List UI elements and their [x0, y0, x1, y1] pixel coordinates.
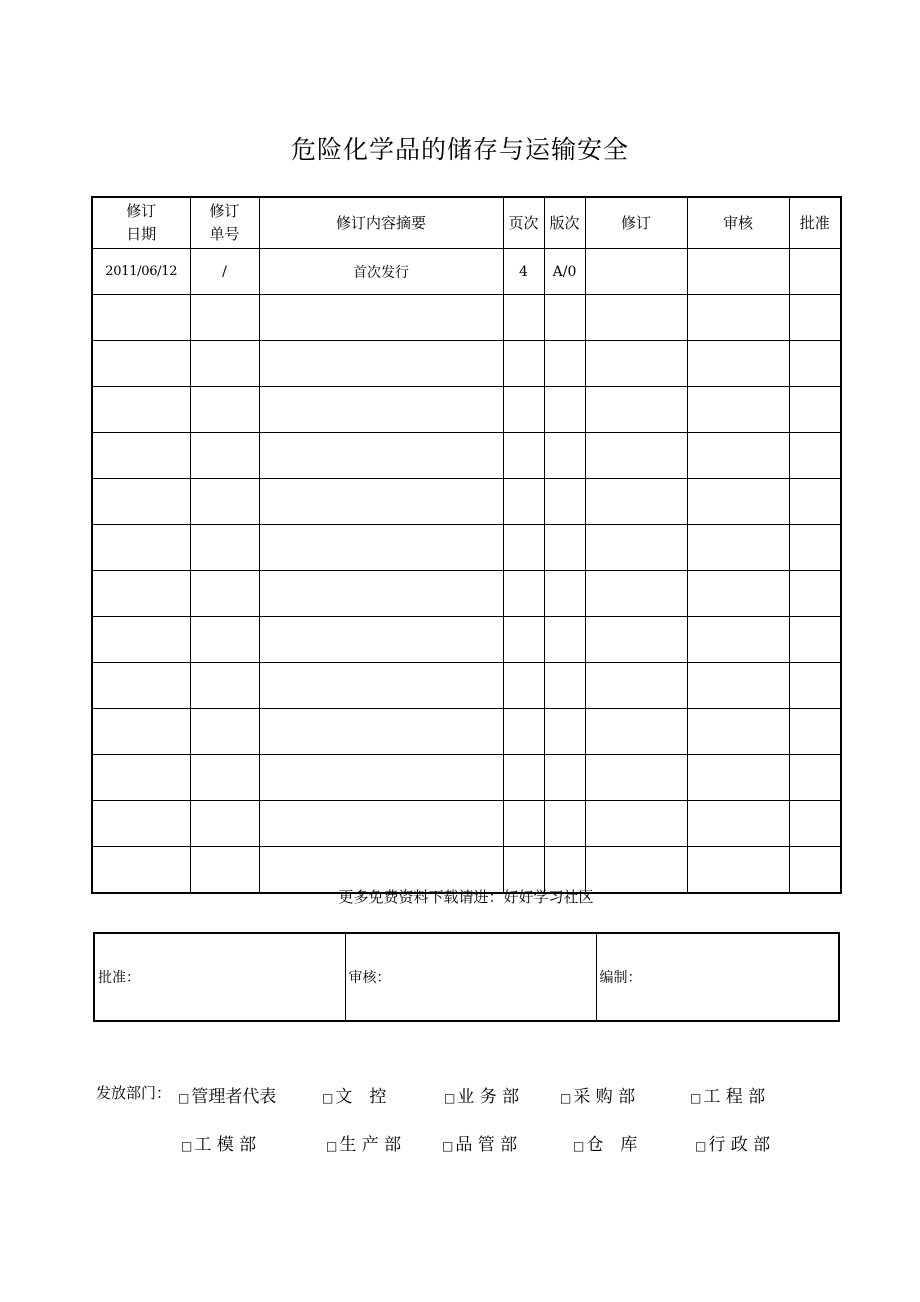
table-cell: [190, 479, 259, 525]
checkbox-icon[interactable]: □: [573, 1139, 585, 1153]
dist-option-label: 采 购 部: [573, 1087, 636, 1107]
table-row: [92, 295, 841, 341]
table-cell: [259, 479, 503, 525]
header-order-line2: 单号: [209, 225, 240, 243]
document-title: 危险化学品的储存与运输安全: [290, 135, 629, 164]
table-cell: [544, 525, 585, 571]
table-cell: [92, 755, 190, 801]
table-cell: [585, 755, 687, 801]
table-cell: [190, 663, 259, 709]
signoff-approve: 批准：: [94, 933, 345, 1021]
header-summary: 修订内容摘要: [259, 197, 503, 249]
checkbox-icon[interactable]: □: [322, 1091, 334, 1105]
table-cell: [259, 387, 503, 433]
table-cell: [503, 295, 544, 341]
table-cell: [92, 387, 190, 433]
table-cell: [544, 341, 585, 387]
table-cell: [190, 709, 259, 755]
table-cell: [789, 525, 841, 571]
table-cell: [687, 525, 789, 571]
table-cell: [92, 663, 190, 709]
table-cell: [92, 571, 190, 617]
cell-page: 4: [503, 249, 544, 295]
table-cell: [503, 571, 544, 617]
dist-option-label: 工 模 部: [194, 1135, 257, 1155]
table-cell: [503, 663, 544, 709]
dist-option-7[interactable]: [326, 1130, 401, 1155]
dist-option-label: 文 控: [335, 1087, 387, 1107]
table-cell: [92, 709, 190, 755]
table-cell: [789, 663, 841, 709]
cell-order-no: /: [190, 249, 259, 295]
table-cell: [503, 433, 544, 479]
table-cell: [687, 709, 789, 755]
header-review: 审核: [687, 197, 789, 249]
dist-option-9[interactable]: [573, 1130, 637, 1155]
cell-review: [687, 249, 789, 295]
dist-option-8[interactable]: [442, 1130, 517, 1155]
table-cell: [585, 617, 687, 663]
table-cell: [544, 387, 585, 433]
table-cell: [259, 341, 503, 387]
signoff-review: 审核：: [345, 933, 596, 1021]
table-cell: [503, 525, 544, 571]
table-cell: [585, 525, 687, 571]
table-cell: [789, 433, 841, 479]
table-cell: [585, 341, 687, 387]
header-revision-order: [190, 197, 259, 249]
table-row: [92, 525, 841, 571]
table-cell: [92, 801, 190, 847]
dist-option-4[interactable]: [560, 1082, 635, 1107]
header-version: 版次: [544, 197, 585, 249]
table-cell: [789, 571, 841, 617]
table-cell: [585, 571, 687, 617]
checkbox-icon[interactable]: □: [178, 1091, 190, 1105]
table-cell: [259, 709, 503, 755]
cell-date: 2011/06/12: [92, 249, 190, 295]
table-cell: [789, 479, 841, 525]
checkbox-icon[interactable]: □: [326, 1139, 338, 1153]
checkbox-icon[interactable]: □: [442, 1139, 454, 1153]
table-cell: [503, 801, 544, 847]
download-footnote: 更多免费资料下载请进：好好学习社区: [338, 888, 594, 906]
table-row: [92, 617, 841, 663]
table-cell: [687, 663, 789, 709]
table-cell: [544, 801, 585, 847]
table-cell: [92, 479, 190, 525]
table-cell: [190, 755, 259, 801]
dist-option-label: 行 政 部: [708, 1135, 771, 1155]
table-cell: [503, 755, 544, 801]
table-cell: [687, 571, 789, 617]
dist-option-10[interactable]: [695, 1130, 770, 1155]
table-cell: [687, 295, 789, 341]
table-cell: [585, 433, 687, 479]
table-header-row: [92, 197, 841, 249]
header-approve: 批准: [789, 197, 841, 249]
table-cell: [585, 801, 687, 847]
table-cell: [585, 709, 687, 755]
table-cell: [789, 801, 841, 847]
table-cell: [687, 341, 789, 387]
dist-option-label: 品 管 部: [455, 1135, 518, 1155]
signoff-row: [94, 933, 839, 1021]
table-cell: [92, 617, 190, 663]
table-row: [92, 709, 841, 755]
table-cell: [544, 617, 585, 663]
table-row: [92, 433, 841, 479]
table-cell: [190, 387, 259, 433]
signoff-table: [93, 932, 840, 1022]
checkbox-icon[interactable]: □: [560, 1091, 572, 1105]
header-page: 页次: [503, 197, 544, 249]
table-cell: [687, 433, 789, 479]
dist-option-2[interactable]: [322, 1082, 386, 1107]
table-cell: [544, 709, 585, 755]
table-cell: [789, 295, 841, 341]
revision-history-table: [91, 196, 842, 894]
table-cell: [789, 341, 841, 387]
table-cell: [687, 801, 789, 847]
table-cell: [92, 295, 190, 341]
table-row: [92, 249, 841, 295]
table-cell: [687, 479, 789, 525]
dist-option-label: 管理者代表: [191, 1087, 277, 1107]
table-cell: [544, 479, 585, 525]
table-cell: [789, 755, 841, 801]
table-cell: [92, 433, 190, 479]
table-cell: [190, 525, 259, 571]
header-date-line2: 日期: [126, 225, 157, 243]
table-cell: [687, 617, 789, 663]
table-cell: [259, 295, 503, 341]
table-cell: [544, 663, 585, 709]
dist-option-3[interactable]: [444, 1082, 519, 1107]
header-order-line1: 修订: [209, 202, 240, 220]
table-cell: [503, 709, 544, 755]
table-cell: [259, 617, 503, 663]
table-cell: [789, 709, 841, 755]
table-cell: [503, 479, 544, 525]
table-row: [92, 341, 841, 387]
header-revise: 修订: [585, 197, 687, 249]
table-cell: [190, 341, 259, 387]
cell-summary: 首次发行: [259, 249, 503, 295]
table-row: [92, 801, 841, 847]
checkbox-icon[interactable]: □: [690, 1091, 702, 1105]
distribution-label: [96, 1082, 171, 1103]
table-cell: [259, 755, 503, 801]
table-cell: [503, 387, 544, 433]
table-cell: [544, 433, 585, 479]
header-date-line1: 修订: [126, 202, 157, 220]
dist-option-6[interactable]: [181, 1130, 256, 1155]
table-cell: [544, 755, 585, 801]
table-cell: [585, 479, 687, 525]
table-row: [92, 479, 841, 525]
table-cell: [687, 755, 789, 801]
table-cell: [503, 617, 544, 663]
dist-option-label: 仓 库: [586, 1135, 638, 1155]
table-cell: [259, 433, 503, 479]
table-cell: [585, 663, 687, 709]
checkbox-icon[interactable]: □: [695, 1139, 707, 1153]
dist-option-1[interactable]: [178, 1082, 276, 1107]
table-cell: [544, 295, 585, 341]
table-cell: [92, 341, 190, 387]
checkbox-icon[interactable]: □: [181, 1139, 193, 1153]
table-cell: [585, 387, 687, 433]
table-cell: [544, 571, 585, 617]
table-cell: [503, 341, 544, 387]
checkbox-icon[interactable]: □: [444, 1091, 456, 1105]
cell-version: A/0: [544, 249, 585, 295]
distribution-label-text: 发放部门：: [96, 1084, 172, 1102]
header-revision-date: [92, 197, 190, 249]
cell-approve: [789, 249, 841, 295]
table-cell: [190, 433, 259, 479]
table-row: [92, 571, 841, 617]
cell-revise: [585, 249, 687, 295]
table-row: [92, 755, 841, 801]
table-cell: [259, 571, 503, 617]
dist-option-label: 生 产 部: [339, 1135, 402, 1155]
table-cell: [259, 525, 503, 571]
dist-option-5[interactable]: [690, 1082, 765, 1107]
table-cell: [687, 387, 789, 433]
table-cell: [789, 387, 841, 433]
table-row: [92, 387, 841, 433]
table-row: [92, 663, 841, 709]
table-cell: [585, 295, 687, 341]
table-cell: [259, 663, 503, 709]
table-cell: [190, 617, 259, 663]
dist-option-label: 业 务 部: [457, 1087, 520, 1107]
table-cell: [259, 801, 503, 847]
table-cell: [190, 571, 259, 617]
table-cell: [190, 295, 259, 341]
table-cell: [190, 801, 259, 847]
signoff-compile: 编制：: [596, 933, 839, 1021]
table-cell: [789, 617, 841, 663]
dist-option-label: 工 程 部: [703, 1087, 766, 1107]
table-cell: [92, 525, 190, 571]
